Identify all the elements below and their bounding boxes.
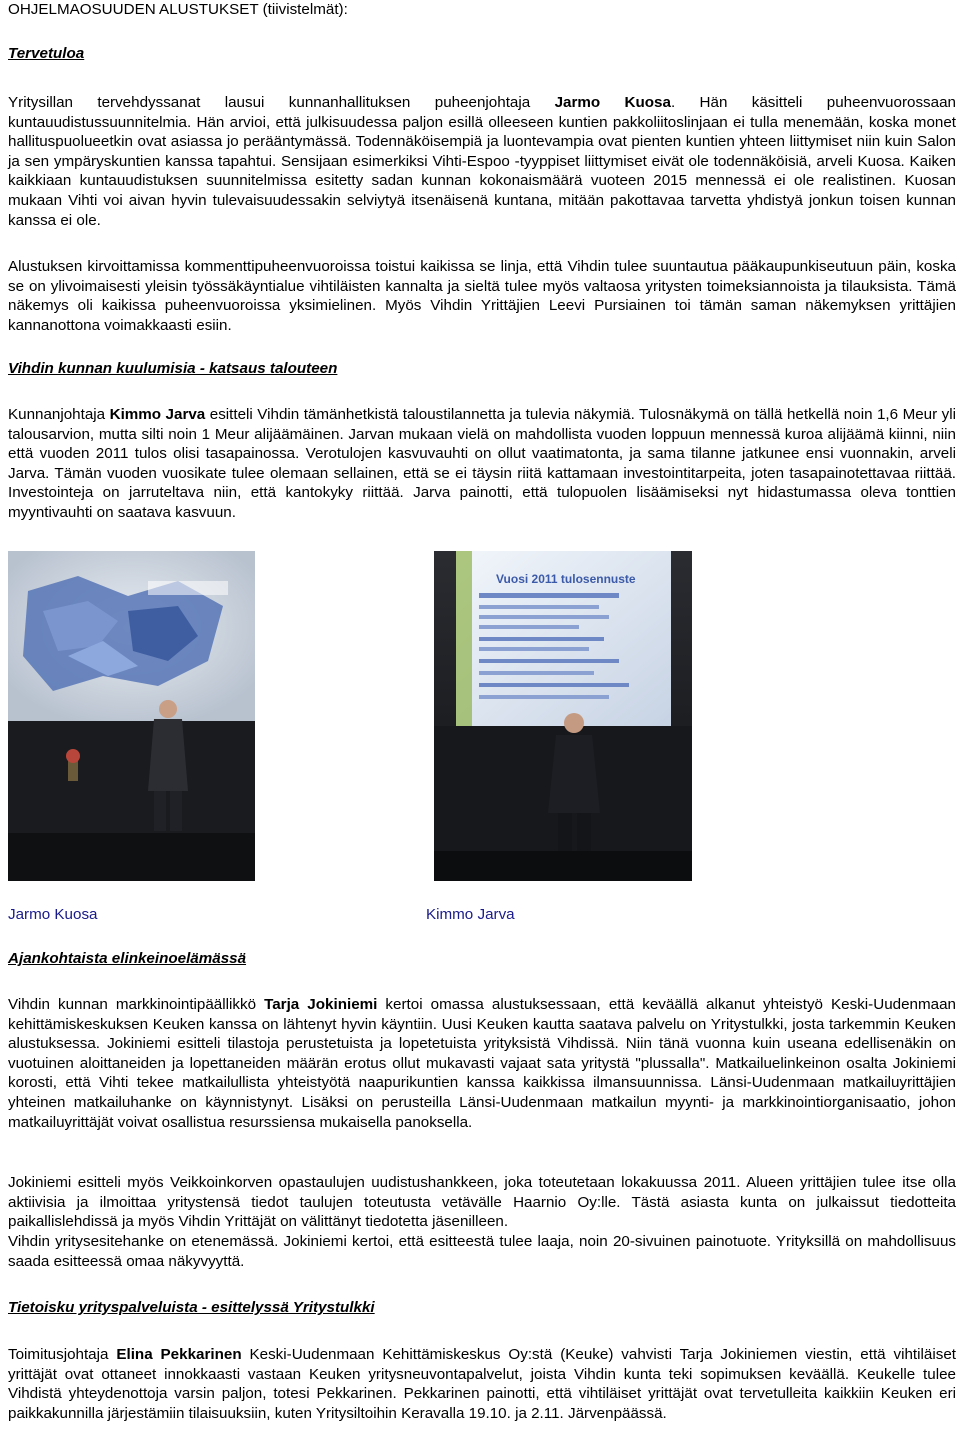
text-run: Vihdin kunnan markkinointipäällikkö [8,996,265,1013]
person-name: Tarja Jokiniemi [264,996,378,1013]
text-run: esitteli Vihdin tämänhetkistä taloustilannetta ja tulevia näkymiä. Tulosnäkymä on tällä hetkellä noin 1,6 Meur yli talousarvion, mutta silti noin 1 Meur alijäämäinen. Jarvan mukaan vielä on mahdollista vuoden loppuun mennessä kuroa alijäämä kiinni, niin että vuoden 2011 tulos olisi tasapainossa. Verotulojen kasvuvauhti on ollut vaatimatonta, ja sama tilanne jatkunee ensi vuonnakin, arveli Jarva. Tämän vuoden vuosikate tulee olemaan sellainen, että se ei täysin riitä kattamaan investointitarpeita, joten tasapainotettavaa riittää. Investointeja on jarruteltava niin, että kantokyky riittää. Jarva painotti, että tulopuolen lisäämiseksi nyt hidastumassa oleva tonttien myyntivauhti on saatava kasvuun. [8,406,957,521]
paragraph [8,93,956,230]
section-heading-tervetuloa: Tervetuloa [8,45,85,62]
text-run: Kunnanjohtaja [8,406,110,423]
paragraph [8,1232,956,1271]
text-run: Vihdin yritysesitehanke on etenemässä. Jokiniemi kertoi, että esitteestä tulee laaja, noin 20-sivuinen painotuote. Yrityksillä on mahdollisuus saada esitteessä omaa näkyvyyttä. [8,1233,956,1270]
document-title: OHJELMAOSUUDEN ALUSTUKSET (tiivistelmät): [8,1,348,18]
presenter-photo-budget-slide-icon [434,551,692,881]
text-run: Toimitusjohtaja [8,1346,117,1363]
slide-title: Vuosi 2011 tulosennuste [496,572,636,586]
person-name: Elina Pekkarinen [116,1346,242,1363]
paragraph [8,995,956,1132]
presenter-photo-map-slide-icon [8,551,255,881]
text-run: Jokiniemi esitteli myös Veikkoinkorven opastaulujen uudistushankkeen, joka toteutetaan lokakuussa 2011. Alueen yrittäjien tulee itse olla aktiivisia ja ilmoittaa yritystensä tiedot taulujen toteutusta vetävälle Haarnio Oy:lle. Tästä asiasta kunta on julkaissut tiedotteita paikallislehdissä ja myös Vihdin Yrittäjät on välittänyt tiedotetta jäsenilleen. [8,1174,956,1231]
person-name: Jarmo Kuosa [554,94,671,111]
text-run: kertoi omassa alustuksessaan, että keväällä alkanut yhteistyö Keski-Uudenmaan kehittämiskeskuksen Keuken kanssa on lähtenyt hyvin käyntiin. Uusi Keuken kautta saatava palvelu on Yritystulkki, josta tarkemmin Keuken alustuksessa. Jokiniemi esitteli tilastoja perustetuista ja lopetetuista yrityksistä Vihdissä. Niin tänä vuonna kuin useana edellisenäkin on vuotuinen aloittaneiden ja lopettaneiden määrän erotus ollut mukavasti vajaat sata yritystä "plussalla". Matkailuelinkeinon osalta Jokiniemi korosti, että Vihti tekee matkailullista yhteistyötä naapurikuntien kanssa kaikkissa ilmansuunnissa. Länsi-Uudenmaan matkailuyrittäjien yhteinen matkailuhanke on käynnistynyt. Lisäksi on perusteilla Länsi-Uudenmaan matkailun myynti- ja markkinointiorganisaatio, johon matkailuyrittäjät voivat osallistua resurssiensa mukaisella panoksella. [8,996,956,1131]
section-heading-elinkeinoelama: Ajankohtaista elinkeinoelämässä [8,950,247,967]
photo-caption: Kimmo Jarva [426,906,515,923]
photo-caption: Jarmo Kuosa [8,906,98,923]
text-run: . Hän käsitteli puheenvuorossaan kuntauudistussuunnitelmia. Hän arvioi, että julkisuudessa paljon esillä olleeseen kuntien pakkoliitoslinjaan ei tulla menemään, koska monet hallituspuolueetkin ovat asiassa jo perääntymässä. Todennäköisempiä ja luontevampia ovat pienten kuntien yhteen liittymiset niin kuin Salon ja sen ympäryskuntien kanssa tapahtui. Sensijaan esimerkiksi Vihti-Espoo -tyyppiset liittymiset eivät ole todennäköisiä, arveli Kuosa. Kaiken kaikkiaan kuntauudistuksen suunnitelmissa esitetty sadan kunnan kokonaismäärä vuoteen 2015 mennessä ei ole realistinen. Kuosan mukaan Vihti voi aivan hyvin tulevaisuudessakin selviytyä itsenäisenä kuntana, mitään pakottavaa tarvetta yhdistyä jonkun toisen kunnan kanssa ei ole. [8,94,956,229]
text-run: Yritysillan tervehdyssanat lausui kunnanhallituksen puheenjohtaja [8,94,555,111]
photo-kimmo-jarva [434,551,692,881]
paragraph [8,405,956,523]
paragraph [8,1173,956,1232]
paragraph [8,257,956,335]
text-run: Alustuksen kirvoittamissa kommenttipuheenvuoroissa toistui kaikissa se linja, että Vihdin tulee suuntautua pääkaupunkiseutuun päin, koska se on ylivoimaisesti yleisin työssäkäyntialue vihtiläisten kannalta ja sieltä tulee myös valtaosa yritysten toimeksiannoista ja tilauksista. Tämä näkemys oli kaikissa puheenvuoroissa yksimielinen. Myös Vihdin Yrittäjien Leevi Pursiainen toi tämän saman näkemyksen yrittäjien kannanottona voimakkaasti esiin. [8,258,956,334]
photo-jarmo-kuosa [8,551,255,881]
text-run: Keski-Uudenmaan Kehittämiskeskus Oy:stä (Keuke) vahvisti Tarja Jokiniemen viestin, että vihtiläiset yrittäjät ovat ottaneet innokkaasti vastaan Keuken yritysneuvontapalvelut, joista Vihdin kunta teki sopimuksen keväällä. Keukelle tulee Vihdistä yhteydenottoja varsin paljon, totesi Pekkarinen. Pekkarinen painotti, että vihtiläiset yrittäjät ovat tervetulleita kaikkiin Keuken eri paikkakunnilla järjestämiin tilaisuuksiin, kuten Yritysiltoihin Keravalla 19.10. ja 2.11. Järvenpäässä. [8,1346,956,1422]
section-heading-yritystulkki: Tietoisku yrityspalveluista - esittelyssä Yritystulkki [8,1299,375,1316]
paragraph [8,1345,956,1423]
section-heading-talous: Vihdin kunnan kuulumisia - katsaus talouteen [8,360,338,377]
person-name: Kimmo Jarva [109,406,206,423]
